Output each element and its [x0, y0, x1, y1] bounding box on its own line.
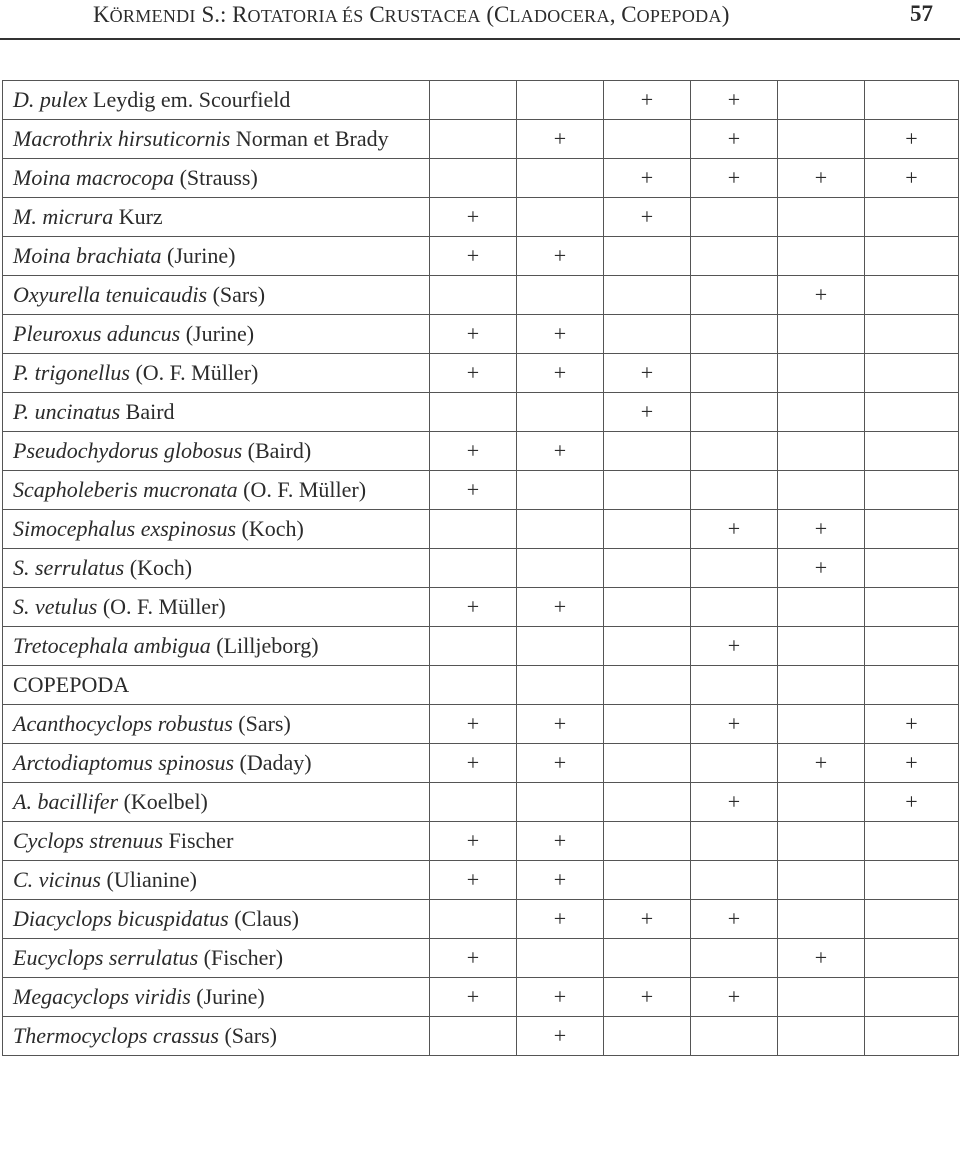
occurrence-cell	[517, 159, 604, 198]
header-title-segment: C	[363, 2, 385, 27]
table-row	[3, 978, 959, 1017]
species-authority: (O. F. Müller)	[237, 477, 367, 502]
species-authority: (Sars)	[232, 711, 291, 736]
occurrence-cell	[778, 354, 865, 393]
occurrence-cell: +	[604, 198, 691, 237]
header-title-segment: OPEPODA	[636, 6, 722, 26]
running-title	[93, 2, 729, 28]
species-binomial: P. trigonellus	[13, 360, 130, 385]
species-name-cell	[3, 900, 430, 939]
occurrence-cell: +	[778, 276, 865, 315]
species-authority: (Koelbel)	[118, 789, 208, 814]
species-binomial: Eucyclops serrulatus	[13, 945, 199, 970]
occurrence-cell: +	[691, 978, 778, 1017]
occurrence-cell	[604, 549, 691, 588]
table-row	[3, 705, 959, 744]
species-name-cell	[3, 432, 430, 471]
occurrence-cell	[604, 510, 691, 549]
species-authority: (Jurine)	[161, 243, 236, 268]
species-binomial: D. pulex	[13, 87, 88, 112]
occurrence-cell: +	[430, 237, 517, 276]
occurrence-cell	[865, 198, 959, 237]
occurrence-cell	[691, 276, 778, 315]
occurrence-cell: +	[430, 432, 517, 471]
occurrence-cell: +	[604, 900, 691, 939]
header-title-segment: K	[93, 2, 110, 27]
species-binomial: Pleuroxus aduncus	[13, 321, 181, 346]
occurrence-cell	[778, 432, 865, 471]
occurrence-cell: +	[691, 120, 778, 159]
occurrence-cell	[517, 939, 604, 978]
occurrence-cell: +	[430, 198, 517, 237]
species-binomial: Arctodiaptomus spinosus	[13, 750, 235, 775]
table-row	[3, 627, 959, 666]
table-row	[3, 237, 959, 276]
occurrence-cell: +	[517, 861, 604, 900]
occurrence-cell: +	[517, 744, 604, 783]
species-binomial: Megacyclops viridis	[13, 984, 191, 1009]
occurrence-cell	[865, 822, 959, 861]
species-binomial: Pseudochydorus globosus	[13, 438, 243, 463]
occurrence-cell	[691, 666, 778, 705]
species-name-cell	[3, 198, 430, 237]
occurrence-cell	[430, 900, 517, 939]
table-row	[3, 354, 959, 393]
occurrence-cell: +	[691, 510, 778, 549]
occurrence-cell	[604, 432, 691, 471]
species-authority: (Daday)	[234, 750, 312, 775]
occurrence-cell: +	[517, 315, 604, 354]
species-authority: (O. F. Müller)	[97, 594, 226, 619]
occurrence-cell: +	[430, 354, 517, 393]
species-name-cell	[3, 393, 430, 432]
species-authority: Baird	[120, 399, 175, 424]
species-binomial: S. vetulus	[13, 594, 98, 619]
species-binomial: Moina macrocopa	[13, 165, 175, 190]
species-name-cell	[3, 1017, 430, 1056]
occurrence-cell	[778, 198, 865, 237]
occurrence-cell	[691, 861, 778, 900]
species-name-cell	[3, 939, 430, 978]
table-row	[3, 315, 959, 354]
occurrence-cell: +	[430, 822, 517, 861]
occurrence-cell: +	[517, 354, 604, 393]
occurrence-cell: +	[691, 705, 778, 744]
occurrence-cell: +	[430, 705, 517, 744]
species-name-cell	[3, 120, 430, 159]
species-authority: (Koch)	[124, 555, 193, 580]
occurrence-cell	[430, 666, 517, 705]
species-binomial: Simocephalus exspinosus	[13, 516, 237, 541]
occurrence-cell	[778, 237, 865, 276]
occurrence-cell	[865, 393, 959, 432]
species-name-cell	[3, 744, 430, 783]
species-binomial: Diacyclops bicuspidatus	[13, 906, 229, 931]
occurrence-cell	[778, 627, 865, 666]
occurrence-cell: +	[517, 822, 604, 861]
occurrence-cell: +	[430, 861, 517, 900]
table-row	[3, 198, 959, 237]
occurrence-cell: +	[517, 900, 604, 939]
species-authority: Fischer	[163, 828, 234, 853]
table-row	[3, 549, 959, 588]
occurrence-cell: +	[517, 705, 604, 744]
occurrence-cell	[604, 861, 691, 900]
occurrence-cell: +	[691, 81, 778, 120]
occurrence-cell	[691, 393, 778, 432]
occurrence-cell	[865, 549, 959, 588]
species-authority: Leydig em. Scourfield	[87, 87, 291, 112]
occurrence-cell	[691, 588, 778, 627]
occurrence-cell	[430, 627, 517, 666]
table-row	[3, 276, 959, 315]
species-name-cell	[3, 705, 430, 744]
occurrence-cell: +	[517, 237, 604, 276]
occurrence-cell	[604, 627, 691, 666]
species-occurrence-table	[2, 80, 959, 1056]
occurrence-cell	[604, 471, 691, 510]
occurrence-cell	[691, 1017, 778, 1056]
occurrence-cell: +	[865, 783, 959, 822]
species-authority: (Baird)	[242, 438, 312, 463]
occurrence-cell: +	[865, 120, 959, 159]
occurrence-cell: +	[430, 315, 517, 354]
species-authority: (O. F. Müller)	[129, 360, 259, 385]
occurrence-cell	[691, 354, 778, 393]
occurrence-cell	[517, 198, 604, 237]
species-name-cell	[3, 588, 430, 627]
species-authority: (Strauss)	[174, 165, 258, 190]
table-row	[3, 510, 959, 549]
header-title-segment: S.: R	[195, 2, 248, 27]
occurrence-cell	[778, 666, 865, 705]
table-row	[3, 861, 959, 900]
occurrence-cell	[430, 510, 517, 549]
occurrence-cell	[604, 120, 691, 159]
header-title-segment: )	[721, 2, 730, 27]
header-title-segment: OTATORIA ÉS	[247, 6, 364, 26]
occurrence-cell	[517, 549, 604, 588]
occurrence-cell	[778, 315, 865, 354]
species-binomial: M. micrura	[13, 204, 114, 229]
occurrence-cell	[865, 81, 959, 120]
species-binomial: Scapholeberis mucronata	[13, 477, 238, 502]
species-binomial: A. bacillifer	[13, 789, 119, 814]
occurrence-cell	[865, 627, 959, 666]
occurrence-cell	[778, 588, 865, 627]
occurrence-cell	[691, 471, 778, 510]
occurrence-cell: +	[865, 705, 959, 744]
occurrence-cell	[517, 510, 604, 549]
occurrence-cell	[865, 588, 959, 627]
occurrence-cell	[604, 783, 691, 822]
occurrence-cell: +	[691, 783, 778, 822]
occurrence-cell	[430, 1017, 517, 1056]
species-authority: (Jurine)	[190, 984, 265, 1009]
occurrence-cell	[604, 237, 691, 276]
occurrence-cell: +	[430, 744, 517, 783]
occurrence-cell	[691, 822, 778, 861]
header-title-segment: ÖRMENDI	[109, 6, 196, 26]
species-name-cell	[3, 471, 430, 510]
species-authority: (Jurine)	[180, 321, 255, 346]
species-authority: (Sars)	[218, 1023, 277, 1048]
species-binomial: Tretocephala ambigua	[13, 633, 211, 658]
occurrence-cell	[604, 315, 691, 354]
occurrence-cell: +	[691, 900, 778, 939]
table-row	[3, 744, 959, 783]
occurrence-cell	[778, 81, 865, 120]
table-row	[3, 81, 959, 120]
species-binomial: Oxyurella tenuicaudis	[13, 282, 208, 307]
occurrence-cell: +	[604, 81, 691, 120]
species-name-cell	[3, 822, 430, 861]
header-title-segment: RUSTACEA	[384, 6, 481, 26]
occurrence-cell	[517, 783, 604, 822]
occurrence-cell	[778, 120, 865, 159]
occurrence-cell	[778, 861, 865, 900]
occurrence-cell	[604, 822, 691, 861]
occurrence-cell: +	[517, 432, 604, 471]
occurrence-cell	[517, 471, 604, 510]
occurrence-cell	[517, 666, 604, 705]
table-row	[3, 783, 959, 822]
occurrence-cell	[517, 81, 604, 120]
occurrence-cell	[865, 1017, 959, 1056]
species-name-cell	[3, 627, 430, 666]
occurrence-cell	[691, 432, 778, 471]
occurrence-cell	[604, 588, 691, 627]
occurrence-cell	[430, 120, 517, 159]
species-name-cell	[3, 549, 430, 588]
occurrence-cell: +	[604, 159, 691, 198]
occurrence-cell	[691, 237, 778, 276]
occurrence-cell: +	[517, 978, 604, 1017]
occurrence-cell	[604, 276, 691, 315]
species-binomial: C. vicinus	[13, 867, 101, 892]
occurrence-cell: +	[517, 1017, 604, 1056]
occurrence-cell	[778, 471, 865, 510]
species-name-cell	[3, 81, 430, 120]
occurrence-cell: +	[778, 939, 865, 978]
occurrence-cell	[604, 939, 691, 978]
species-binomial: P. uncinatus	[13, 399, 121, 424]
species-binomial: Acanthocyclops robustus	[13, 711, 233, 736]
occurrence-cell: +	[517, 120, 604, 159]
occurrence-cell	[865, 471, 959, 510]
species-authority: (Claus)	[228, 906, 299, 931]
group-heading: COPEPODA	[13, 672, 130, 697]
occurrence-cell: +	[604, 354, 691, 393]
table-row	[3, 120, 959, 159]
occurrence-cell	[604, 705, 691, 744]
species-authority: Norman et Brady	[230, 126, 389, 151]
species-name-cell	[3, 315, 430, 354]
table-row	[3, 900, 959, 939]
occurrence-cell	[865, 666, 959, 705]
occurrence-cell	[778, 705, 865, 744]
occurrence-cell	[865, 939, 959, 978]
species-binomial: Moina brachiata	[13, 243, 162, 268]
species-name-cell	[3, 783, 430, 822]
occurrence-cell	[691, 198, 778, 237]
table-row	[3, 588, 959, 627]
occurrence-cell: +	[778, 159, 865, 198]
occurrence-cell: +	[865, 744, 959, 783]
species-binomial: Cyclops strenuus	[13, 828, 164, 853]
species-name-cell	[3, 354, 430, 393]
occurrence-cell	[691, 744, 778, 783]
species-authority: (Fischer)	[198, 945, 284, 970]
occurrence-cell: +	[604, 393, 691, 432]
species-name-cell	[3, 276, 430, 315]
occurrence-cell	[865, 354, 959, 393]
page-number: 57	[910, 1, 933, 26]
species-authority: (Ulianine)	[101, 867, 197, 892]
occurrence-cell	[865, 861, 959, 900]
species-name-cell	[3, 978, 430, 1017]
species-authority: Kurz	[113, 204, 163, 229]
running-header	[0, 0, 960, 40]
table-row	[3, 822, 959, 861]
table-row	[3, 159, 959, 198]
occurrence-cell	[865, 432, 959, 471]
occurrence-cell	[430, 549, 517, 588]
species-binomial: Macrothrix hirsuticornis	[13, 126, 231, 151]
occurrence-cell	[430, 276, 517, 315]
header-title-segment: LADOCERA	[509, 6, 610, 26]
table-row	[3, 471, 959, 510]
species-name-cell	[3, 666, 430, 705]
occurrence-cell	[430, 81, 517, 120]
occurrence-cell	[865, 978, 959, 1017]
species-name-cell	[3, 861, 430, 900]
occurrence-cell	[865, 510, 959, 549]
occurrence-cell	[778, 822, 865, 861]
species-name-cell	[3, 237, 430, 276]
occurrence-cell	[517, 627, 604, 666]
occurrence-cell: +	[430, 588, 517, 627]
occurrence-cell	[691, 549, 778, 588]
occurrence-cell	[865, 237, 959, 276]
occurrence-cell: +	[430, 471, 517, 510]
occurrence-cell: +	[517, 588, 604, 627]
header-title-segment: , C	[609, 2, 637, 27]
occurrence-cell	[865, 315, 959, 354]
species-name-cell	[3, 159, 430, 198]
occurrence-cell	[778, 900, 865, 939]
occurrence-cell	[778, 783, 865, 822]
occurrence-cell	[517, 393, 604, 432]
occurrence-cell: +	[691, 159, 778, 198]
occurrence-cell: +	[691, 627, 778, 666]
table-row	[3, 1017, 959, 1056]
species-authority: (Sars)	[207, 282, 266, 307]
occurrence-cell	[778, 978, 865, 1017]
species-authority: (Lilljeborg)	[210, 633, 319, 658]
occurrence-cell	[430, 783, 517, 822]
header-rule	[0, 38, 960, 40]
table-row	[3, 432, 959, 471]
header-title-segment: (C	[480, 2, 510, 27]
species-name-cell	[3, 510, 430, 549]
occurrence-cell	[430, 393, 517, 432]
occurrence-cell	[604, 666, 691, 705]
occurrence-cell	[517, 276, 604, 315]
occurrence-cell: +	[604, 978, 691, 1017]
occurrence-cell: +	[865, 159, 959, 198]
table-row	[3, 666, 959, 705]
species-binomial: S. serrulatus	[13, 555, 125, 580]
occurrence-cell	[865, 900, 959, 939]
occurrence-cell	[430, 159, 517, 198]
occurrence-cell	[691, 315, 778, 354]
occurrence-cell	[778, 1017, 865, 1056]
table-row	[3, 393, 959, 432]
occurrence-cell	[865, 276, 959, 315]
occurrence-cell	[604, 1017, 691, 1056]
species-authority: (Koch)	[236, 516, 304, 541]
occurrence-cell	[778, 393, 865, 432]
occurrence-cell: +	[430, 978, 517, 1017]
occurrence-cell: +	[778, 510, 865, 549]
occurrence-cell	[691, 939, 778, 978]
occurrence-cell	[604, 744, 691, 783]
occurrence-cell: +	[778, 549, 865, 588]
occurrence-cell: +	[778, 744, 865, 783]
table-row	[3, 939, 959, 978]
species-binomial: Thermocyclops crassus	[13, 1023, 219, 1048]
occurrence-cell: +	[430, 939, 517, 978]
